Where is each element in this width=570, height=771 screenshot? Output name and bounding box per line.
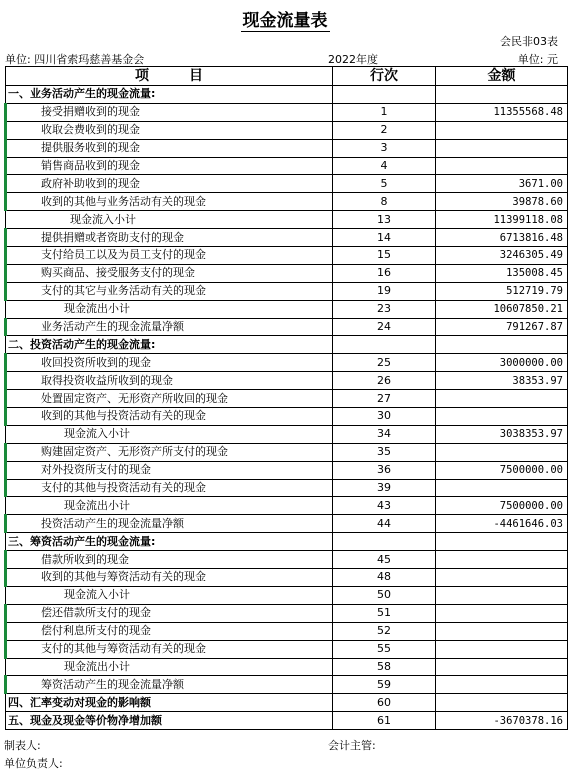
row-item-label: 提供捐赠或者资助支付的现金 [6,229,333,247]
footer-maker: 制表人: [4,739,41,752]
row-line-number: 52 [333,622,436,640]
table-row [6,408,568,426]
row-item-label: 支付的其它与业务活动有关的现金 [6,282,333,300]
row-line-number: 51 [333,604,436,622]
row-line-number: 5 [333,175,436,193]
section-row [6,336,568,354]
table-body [6,86,568,730]
row-line-number: 39 [333,479,436,497]
table-row [6,139,568,157]
row-item-label: 对外投资所支付的现金 [6,461,333,479]
row-amount [436,658,568,676]
row-line-number: 45 [333,551,436,569]
row-amount [436,139,568,157]
row-line-number: 60 [333,694,436,712]
row-item-label: 现金流入小计 [6,586,333,604]
row-line-number: 15 [333,247,436,265]
section-row [6,694,568,712]
row-line-number: 58 [333,658,436,676]
row-item-label: 销售商品收到的现金 [6,157,333,175]
row-line-number: 35 [333,443,436,461]
header-item: 项目 [6,67,333,86]
row-amount [436,86,568,104]
row-amount [436,408,568,426]
table-row [6,443,568,461]
row-item-label: 四、汇率变动对现金的影响额 [6,694,333,712]
row-item-label: 支付的其他与筹资活动有关的现金 [6,640,333,658]
row-amount: 10607850.21 [436,300,568,318]
row-item-label: 收取会费收到的现金 [6,121,333,139]
row-item-label: 接受捐赠收到的现金 [6,103,333,121]
row-item-label: 支付的其他与投资活动有关的现金 [6,479,333,497]
row-amount [436,479,568,497]
row-amount: 3038353.97 [436,425,568,443]
row-line-number: 19 [333,282,436,300]
row-line-number: 2 [333,121,436,139]
table-row [6,157,568,175]
row-item-label: 借款所收到的现金 [6,551,333,569]
organization-label: 单位: 四川省索玛慈善基金会 [5,53,145,66]
row-amount: 3671.00 [436,175,568,193]
table-row [6,425,568,443]
row-item-label: 收到的其他与投资活动有关的现金 [6,408,333,426]
table-row [6,586,568,604]
row-item-label: 二、投资活动产生的现金流量: [6,336,333,354]
row-item-label: 购买商品、接受服务支付的现金 [6,264,333,282]
row-item-label: 支付给员工以及为员工支付的现金 [6,247,333,265]
fiscal-year: 2022年度 [328,53,378,66]
row-item-label: 购建固定资产、无形资产所支付的现金 [6,443,333,461]
row-amount: -3670378.16 [436,712,568,730]
row-amount: 38353.97 [436,372,568,390]
row-line-number: 61 [333,712,436,730]
row-amount: 512719.79 [436,282,568,300]
row-line-number: 50 [333,586,436,604]
table-row [6,640,568,658]
table-row [6,121,568,139]
row-amount [436,157,568,175]
row-item-label: 业务活动产生的现金流量净额 [6,318,333,336]
table-row [6,676,568,694]
row-amount [436,336,568,354]
row-line-number [333,533,436,551]
row-item-label: 提供服务收到的现金 [6,139,333,157]
table-row [6,622,568,640]
table-row [6,211,568,229]
row-amount: 7500000.00 [436,461,568,479]
row-amount [436,676,568,694]
row-item-label: 取得投资收益所收到的现金 [6,372,333,390]
row-line-number: 34 [333,425,436,443]
table-row [6,264,568,282]
row-line-number: 44 [333,515,436,533]
table-row [6,300,568,318]
row-item-label: 收到的其他与筹资活动有关的现金 [6,569,333,587]
row-amount [436,443,568,461]
row-line-number: 25 [333,354,436,372]
row-amount [436,586,568,604]
row-amount [436,569,568,587]
row-line-number: 23 [333,300,436,318]
row-amount: 3000000.00 [436,354,568,372]
header-line: 行次 [333,67,436,86]
section-row [6,86,568,104]
table-row [6,229,568,247]
cash-flow-table [4,66,568,730]
row-amount [436,622,568,640]
row-item-label: 现金流入小计 [6,211,333,229]
table-row [6,247,568,265]
row-item-label: 偿付利息所支付的现金 [6,622,333,640]
row-amount: -4461646.03 [436,515,568,533]
row-line-number: 14 [333,229,436,247]
table-row [6,515,568,533]
table-row [6,354,568,372]
row-line-number: 30 [333,408,436,426]
row-line-number: 26 [333,372,436,390]
row-item-label: 收回投资所收到的现金 [6,354,333,372]
row-item-label: 三、筹资活动产生的现金流量: [6,533,333,551]
row-amount [436,551,568,569]
row-line-number: 16 [333,264,436,282]
row-amount: 6713816.48 [436,229,568,247]
row-item-label: 现金流出小计 [6,658,333,676]
row-amount [436,694,568,712]
row-line-number: 24 [333,318,436,336]
footer-accountant: 会计主管: [328,739,376,752]
table-row [6,103,568,121]
table-row [6,175,568,193]
row-line-number: 48 [333,569,436,587]
table-row [6,479,568,497]
table-row [6,461,568,479]
table-header-row [6,67,568,86]
row-amount: 3246305.49 [436,247,568,265]
row-item-label: 政府补助收到的现金 [6,175,333,193]
table-row [6,372,568,390]
table-row [6,390,568,408]
report-title: 现金流量表 [242,11,328,31]
row-line-number: 59 [333,676,436,694]
section-row [6,533,568,551]
row-amount: 11355568.48 [436,103,568,121]
row-amount: 39878.60 [436,193,568,211]
row-item-label: 处置固定资产、无形资产所收回的现金 [6,390,333,408]
header-amount: 金额 [436,67,568,86]
row-amount [436,121,568,139]
table-row [6,551,568,569]
row-line-number: 43 [333,497,436,515]
row-amount: 7500000.00 [436,497,568,515]
row-line-number: 1 [333,103,436,121]
table-row [6,658,568,676]
row-amount: 791267.87 [436,318,568,336]
table-row [6,318,568,336]
table-row [6,282,568,300]
row-item-label: 投资活动产生的现金流量净额 [6,515,333,533]
table-row [6,569,568,587]
row-line-number: 13 [333,211,436,229]
row-item-label: 偿还借款所支付的现金 [6,604,333,622]
table-row [6,497,568,515]
section-row [6,712,568,730]
row-line-number: 3 [333,139,436,157]
row-item-label: 筹资活动产生的现金流量净额 [6,676,333,694]
row-item-label: 现金流出小计 [6,497,333,515]
row-amount: 11399118.08 [436,211,568,229]
row-line-number [333,86,436,104]
row-line-number: 27 [333,390,436,408]
currency-unit: 单位: 元 [517,53,558,66]
row-item-label: 一、业务活动产生的现金流量: [6,86,333,104]
row-amount: 135008.45 [436,264,568,282]
row-item-label: 收到的其他与业务活动有关的现金 [6,193,333,211]
row-item-label: 现金流出小计 [6,300,333,318]
row-line-number: 36 [333,461,436,479]
row-amount [436,604,568,622]
row-item-label: 现金流入小计 [6,425,333,443]
footer-principal: 单位负责人: [4,757,63,770]
row-line-number: 4 [333,157,436,175]
row-line-number: 8 [333,193,436,211]
table-row [6,604,568,622]
row-amount [436,533,568,551]
row-line-number: 55 [333,640,436,658]
table-row [6,193,568,211]
form-code: 会民非03表 [500,35,558,48]
row-line-number [333,336,436,354]
row-item-label: 五、现金及现金等价物净增加额 [6,712,333,730]
row-amount [436,390,568,408]
row-amount [436,640,568,658]
